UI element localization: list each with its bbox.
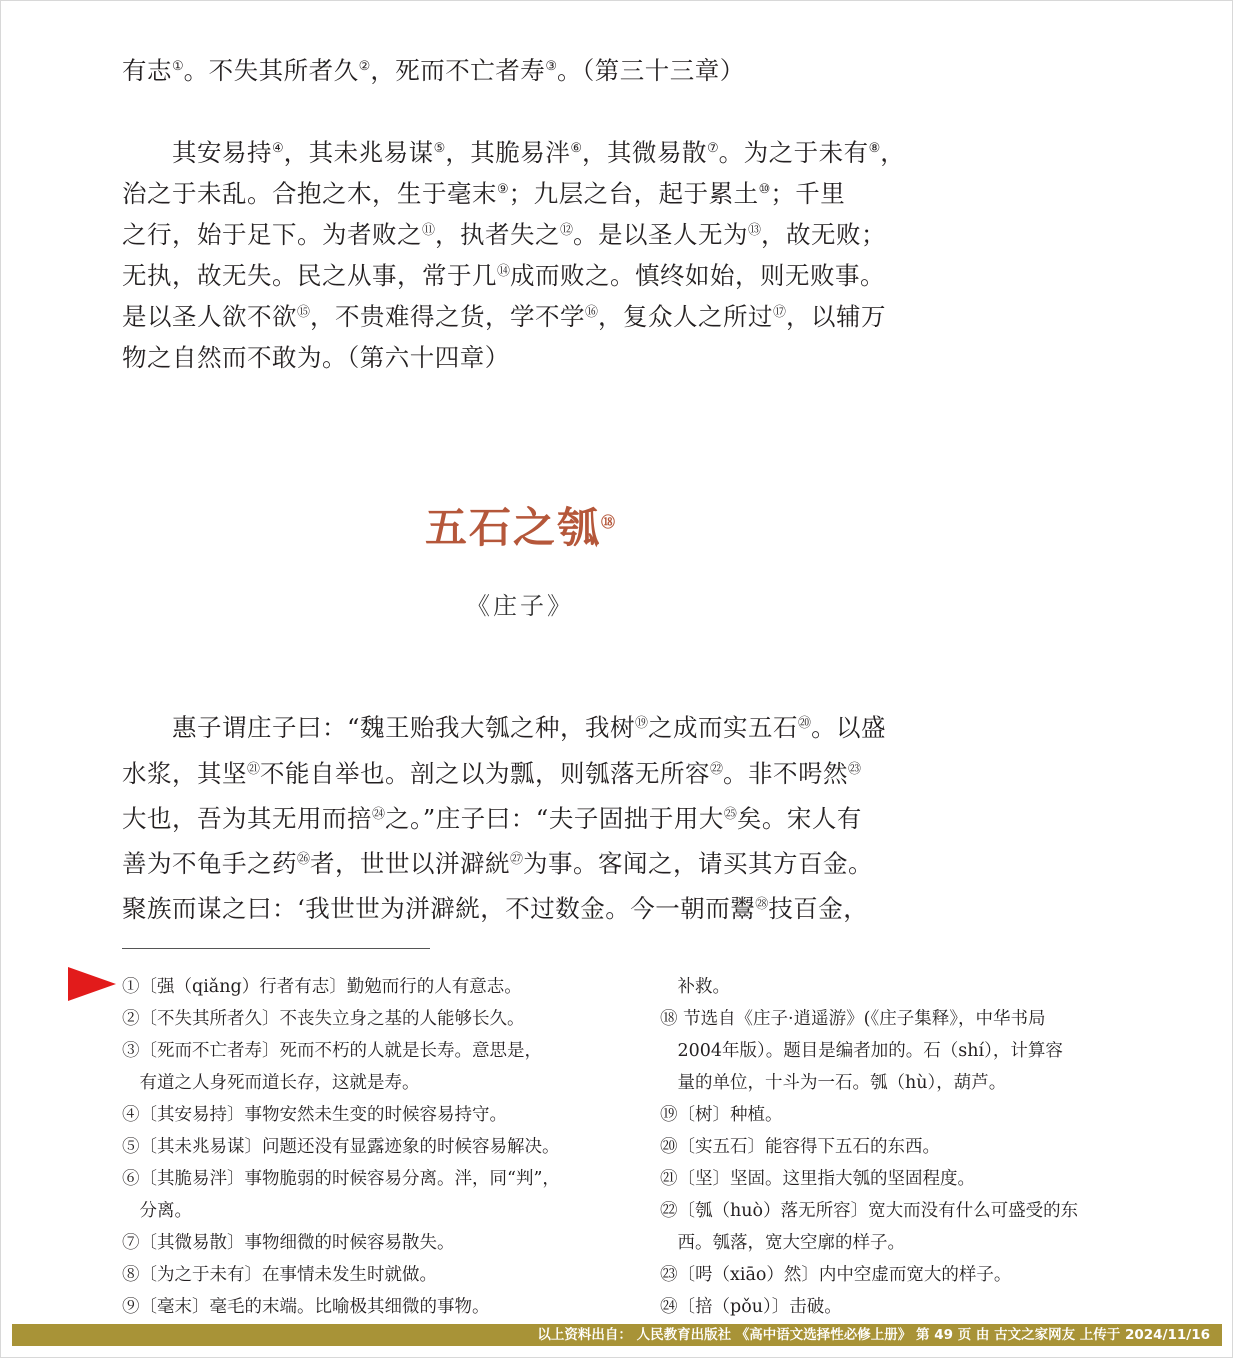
footnote-line: 补救。 — [660, 977, 730, 997]
footnote-line: 西。瓠落，宽大空廓的样子。 — [660, 1233, 905, 1253]
footnote-line: ④〔其安易持〕事物安然未生变的时候容易持守。 — [122, 1105, 507, 1125]
text-line: 物之自然而不敢为。（第六十四章） — [122, 343, 510, 372]
footnote-line: ⑧〔为之于未有〕在事情未发生时就做。 — [122, 1265, 437, 1285]
footnote-line: 有道之人身死而道长存，这就是寿。 — [122, 1073, 420, 1093]
text-line: 是以圣人欲不欲⑮，不贵难得之货，学不学⑯，复众人之所过⑰，以辅万 — [122, 302, 887, 331]
text-line: 善为不龟手之药$^㉖$者，世世以洴澼絖$^㉗$为事。客闻之，请买其方百金。 — [122, 849, 874, 878]
essay-title — [0, 495, 1040, 555]
text-line: 其安易持④，其未兆易谋⑤，其脆易泮⑥，其微易散⑦。为之于未有⑧， — [122, 138, 906, 167]
essay-author: 《庄子》 — [466, 592, 574, 620]
footnote-line: ⑲〔树〕种植。 — [660, 1105, 783, 1125]
footnote-line: ⑥〔其脆易泮〕事物脆弱的时候容易分离。泮，同“判”， — [122, 1169, 560, 1189]
footnote-line: ①〔强（qiǎng）行者有志〕勤勉而行的人有意志。 — [122, 977, 522, 997]
footnote-line: 分离。 — [122, 1201, 192, 1221]
text-line: 之行，始于足下。为者败之⑪，执者失之⑫。是以圣人无为⑬，故无败； — [122, 220, 887, 249]
footnote-line: ⑳〔实五石〕能容得下五石的东西。 — [660, 1137, 940, 1157]
footnote-line: ㉑〔坚〕坚固。这里指大瓠的坚固程度。 — [660, 1169, 975, 1189]
text-line: 聚族而谋之曰：‘我世世为洴澼絖，不过数金。今一朝而鬻$^㉘$技百金， — [122, 894, 869, 923]
footnote-line: ⑦〔其微易散〕事物细微的时候容易散失。 — [122, 1233, 455, 1253]
footnote-divider — [122, 948, 430, 949]
pointer-arrow-icon — [68, 967, 116, 1001]
footnote-line: ⑱ 节选自《庄子·逍遥游》(《庄子集释》，中华书局 — [660, 1009, 1046, 1029]
footnote-line: ②〔不失其所者久〕不丧失立身之基的人能够长久。 — [122, 1009, 525, 1029]
footnote-line: ㉓〔呺（xiāo）然〕内中空虚而宽大的样子。 — [660, 1265, 1012, 1285]
footnote-line: ⑤〔其未兆易谋〕问题还没有显露迹象的时候容易解决。 — [122, 1137, 560, 1157]
footnote-line: ㉔〔掊（pǒu）〕击破。 — [660, 1297, 842, 1317]
text-line: 惠子谓庄子曰：“魏王贻我大瓠之种，我树⑲之成而实五石⑳。以盛 — [122, 713, 887, 742]
text-line: 大也，吾为其无用而掊$^㉔$之。”庄子曰：“夫子固拙于用大$^㉕$矣。宋人有 — [122, 804, 862, 833]
footnote-line: 2004年版）。题目是编者加的。石（shí），计算容 — [660, 1041, 1063, 1061]
essay-title-text: 五石之瓠 — [424, 503, 601, 552]
text-line: 无执，故无失。民之从事，常于几⑭成而败之。慎终如始，则无败事。 — [122, 261, 886, 290]
footnote-line: ③〔死而不亡者寿〕死而不朽的人就是长寿。意思是， — [122, 1041, 542, 1061]
footnote-line: ⑨〔毫末〕毫毛的末端。比喻极其细微的事物。 — [122, 1297, 490, 1317]
essay-title-footnote: ⑱ — [601, 515, 615, 531]
text-line: 有志①。不失其所者久②，死而不亡者寿③。（第三十三章） — [122, 56, 745, 85]
text-line: 水浆，其坚$^㉑$不能自举也。剖之以为瓢，则瓠落无所容$^㉒$。非不呺然$^㉓$ — [122, 759, 862, 788]
text-line: 治之于未乱。合抱之木，生于毫末⑨；九层之台，起于累土⑩；千里 — [122, 179, 846, 208]
footnote-line: 量的单位，十斗为一石。瓠（hù），葫芦。 — [660, 1073, 1007, 1093]
source-footer: 以上资料出自： 人民教育出版社 《高中语文选择性必修上册》 第 49 页 由 古文之家网友 上传于 2024/11/16 — [12, 1324, 1222, 1346]
footnote-line: ㉒〔瓠（huò）落无所容〕宽大而没有什么可盛受的东 — [660, 1201, 1079, 1221]
